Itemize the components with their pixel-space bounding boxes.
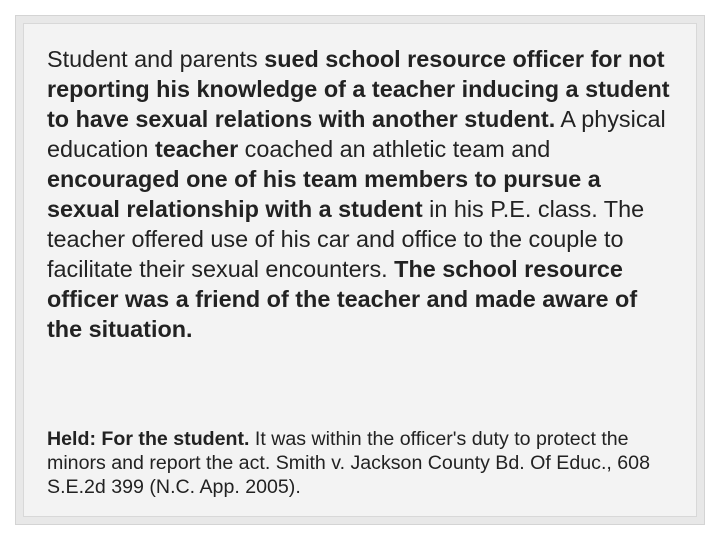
holding-text: It was within the officer's duty to protect the minors and report the act. Smith v. Jackson County Bd. Of Educ., 608 S.E.2d 399 (N.C. App. 2005). (47, 428, 650, 498)
facts-run: coached an athletic team and (238, 136, 551, 162)
facts-run-bold: The school resource officer was a friend of the teacher and made aware of the situation. (47, 256, 638, 342)
facts-run: A physical education (47, 106, 666, 162)
facts-run: in his P.E. class. The teacher offered use of his car and office to the couple to facilitate their sexual encounters. (47, 196, 645, 282)
case-holding-paragraph (47, 427, 687, 499)
facts-run-bold: encouraged one of his team members to pursue a sexual relationship with a student (47, 166, 601, 222)
holding-label: Held: For the student. (47, 428, 250, 450)
facts-run-bold: teacher (154, 136, 239, 162)
facts-run: Student and parents (47, 46, 265, 72)
case-facts-paragraph (47, 44, 677, 344)
facts-run-bold: sued school resource officer for not reporting his knowledge of a teacher inducing a student to have sexual relations with another student. (47, 46, 670, 132)
